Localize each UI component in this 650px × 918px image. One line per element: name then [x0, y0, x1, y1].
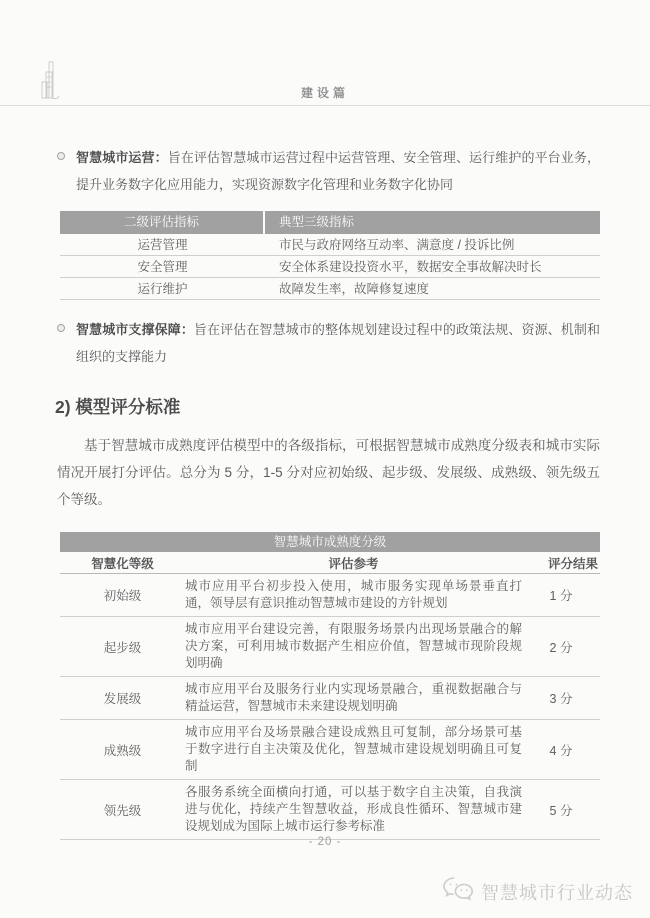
bullet-label: 智慧城市运营： [76, 150, 168, 165]
footer-brand-text: 智慧城市行业动态 [481, 882, 633, 903]
indicator-cell: 运营管理 [137, 238, 188, 252]
level-cell: 起步级 [103, 640, 142, 655]
bullet-icon [57, 324, 65, 332]
section-title: 2) 模型评分标准 [55, 397, 181, 417]
score-cell: 4 分 [549, 743, 573, 758]
bullet-label: 智慧城市支撑保障： [76, 322, 194, 337]
table-row [60, 234, 600, 256]
bullet-body: 旨在评估在智慧城市的整体规划建设过程中的政策法规、资源、机制和组织的支撑能力 [76, 322, 600, 364]
table-row [60, 720, 600, 780]
indicator-cell: 运行维护 [137, 282, 188, 296]
footer-brand [441, 875, 633, 908]
page-number: - 20 - [308, 836, 342, 848]
header-cell: 评分结果 [547, 556, 598, 571]
reference-cell: 城市应用平台及场景融合建设成熟且可复制，部分场景可基于数字进行自主决策及优化，智慧城市建设规划明确且可复制 [185, 725, 522, 773]
bullet-text [76, 316, 600, 370]
bullet-text [76, 144, 600, 198]
maturity-table-header [60, 552, 600, 574]
detail-cell: 故障发生率，故障修复速度 [279, 282, 430, 296]
level-cell: 初始级 [103, 589, 142, 603]
header-cell: 评估参考 [328, 556, 379, 571]
table-row [60, 617, 600, 677]
header-cell: 智慧化等级 [91, 556, 154, 571]
level-cell: 成熟级 [103, 743, 142, 758]
table-row [60, 256, 600, 278]
table-row [60, 278, 600, 300]
bullet-item-operation [57, 144, 600, 198]
reference-cell: 各服务系统全面横向打通，可以基于数字自主决策，自我演进与优化，持续产生智慧收益，形成良性循环、智慧城市建设规划成为国际上城市运行参考标准 [185, 785, 522, 833]
indicator-table-header [60, 211, 600, 234]
page-content [0, 105, 650, 840]
wechat-icon [441, 875, 475, 908]
score-cell: 2 分 [549, 640, 573, 655]
table-row [60, 574, 600, 617]
detail-cell: 市民与政府网络互动率、满意度 / 投诉比例 [279, 238, 515, 252]
table-row [60, 677, 600, 720]
reference-cell: 城市应用平台及服务行业内实现场景融合，重视数据融合与精益运营，智慧城市未来建设规划明确 [185, 682, 522, 713]
indicator-cell: 安全管理 [137, 260, 188, 274]
header-cell: 典型三级指标 [279, 215, 355, 229]
score-cell: 5 分 [549, 803, 573, 818]
level-cell: 发展级 [103, 692, 142, 706]
page-header [0, 0, 650, 105]
section-paragraph: 基于智慧城市成熟度评估模型中的各级指标，可根据智慧城市成熟度分级表和城市实际情况开展打分评估。总分为 5 分，1-5 分对应初始级、起步级、发展级、成熟级、领先级五个等级。 [57, 438, 600, 507]
maturity-table-title: 智慧城市成熟度分级 [60, 532, 600, 552]
bullet-item-support [57, 316, 600, 370]
bullet-icon [57, 152, 65, 160]
indicator-table [60, 211, 600, 300]
detail-cell: 安全体系建设投资水平，数据安全事故解决时长 [279, 260, 542, 274]
table-row [60, 780, 600, 840]
score-cell: 1 分 [549, 589, 573, 603]
header-cell: 二级评估指标 [60, 211, 265, 234]
reference-cell: 城市应用平台初步投入使用，城市服务实现单场景垂直打通，领导层有意识推动智慧城市建设的方针规划 [185, 579, 522, 610]
reference-cell: 城市应用平台建设完善，有限服务场景内出现场景融合的解决方案，可利用城市数据产生相应价值，智慧城市现阶段规划明确 [185, 622, 522, 670]
maturity-table [60, 532, 600, 840]
level-cell: 领先级 [103, 803, 142, 818]
chapter-title: 建设篇 [300, 86, 349, 100]
score-cell: 3 分 [549, 692, 573, 706]
bullet-body: 旨在评估智慧城市运营过程中运营管理、安全管理、运行维护的平台业务，提升业务数字化应用能力，实现资源数字化管理和业务数字化协同 [76, 150, 600, 192]
